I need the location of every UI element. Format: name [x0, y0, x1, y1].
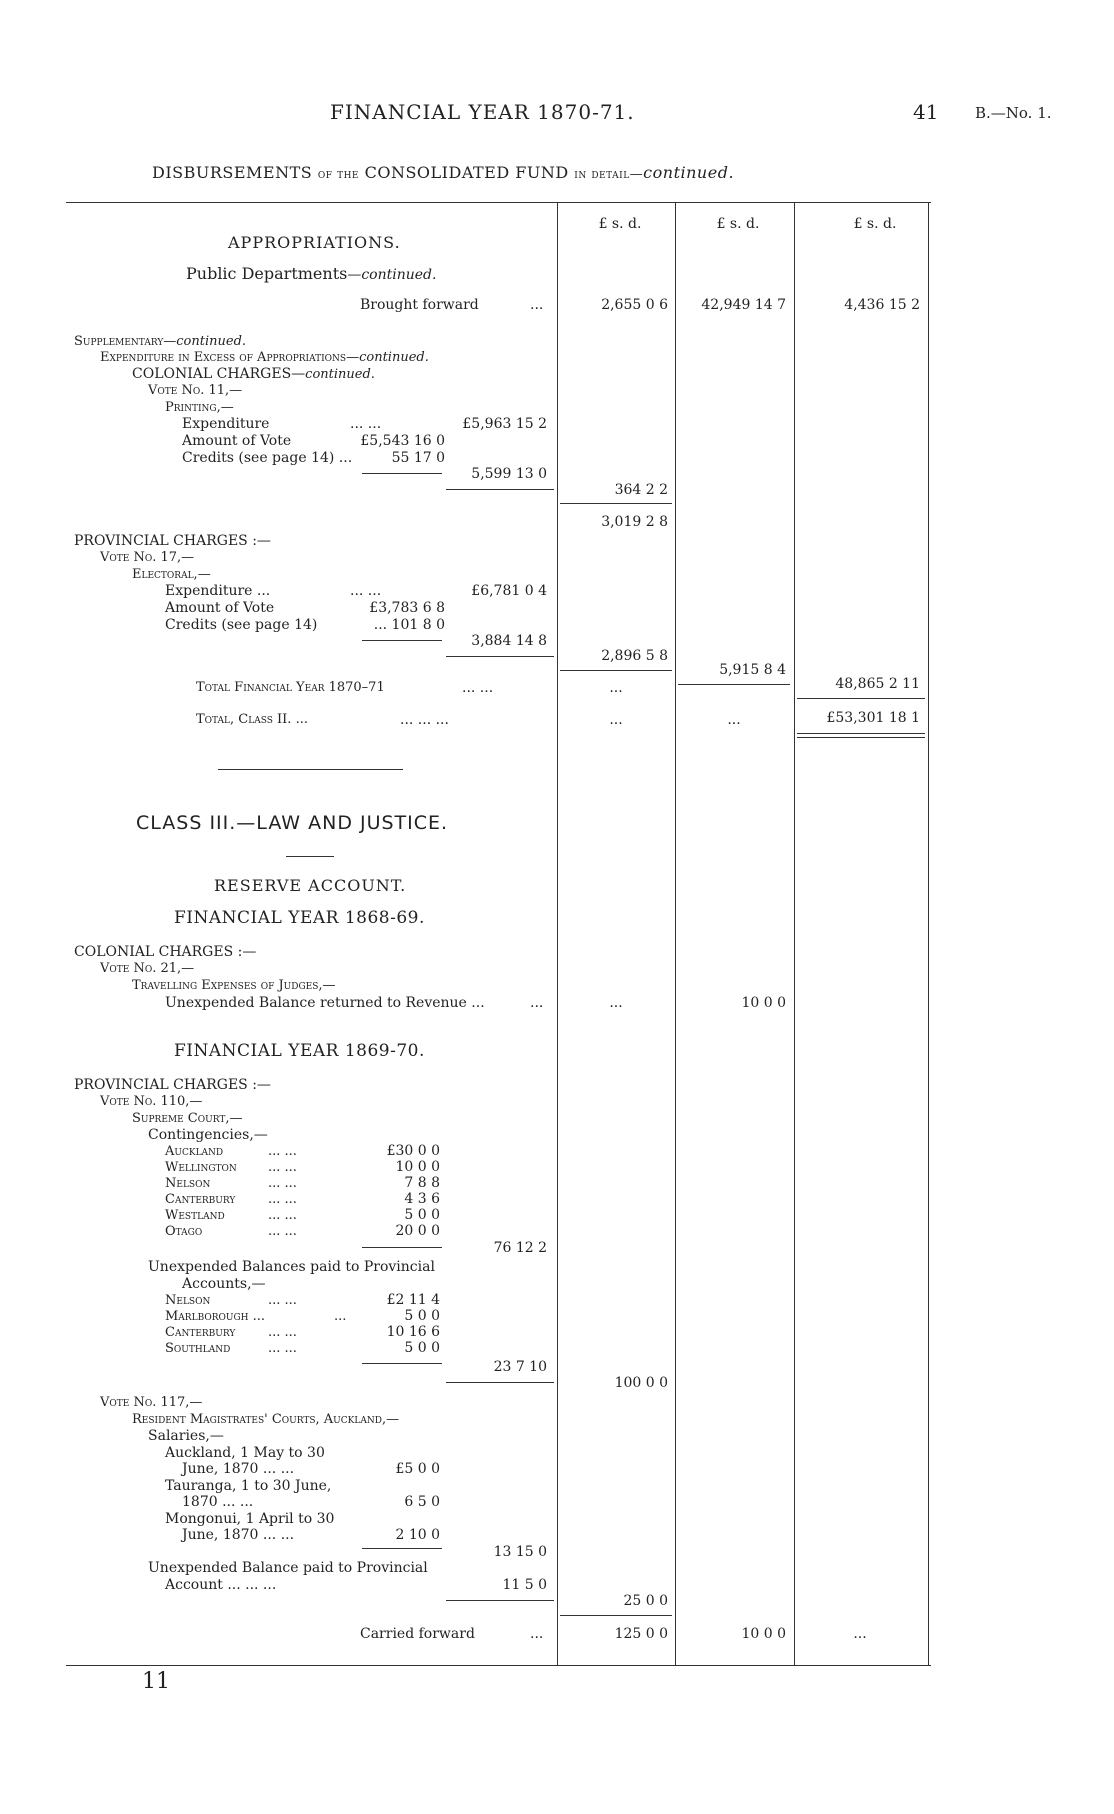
vote-17-label: Vote No. 17,—: [100, 550, 195, 565]
total-class-col1: ...: [609, 712, 623, 728]
unexpended-balances-total: 23 7 10: [493, 1359, 547, 1375]
colonial-charges-text: COLONIAL CHARGES—: [132, 366, 306, 382]
salary-auckland-line-1: Auckland, 1 May to 30: [165, 1445, 325, 1461]
printing-col1-rule: [560, 503, 672, 504]
carried-forward-col3: ...: [853, 1626, 867, 1642]
unexpended-balances-total-rule: [446, 1382, 554, 1383]
brought-forward-col1: 2,655 0 6: [601, 297, 668, 313]
expenditure-excess-continued: continued.: [359, 350, 429, 365]
carried-forward-label: Carried forward: [360, 1626, 475, 1642]
subtitle-main: DISBURSEMENTS: [152, 163, 313, 182]
electoral-expenditure-dots: ... ...: [350, 583, 382, 599]
provincial-charges-1869-label: PROVINCIAL CHARGES :—: [74, 1077, 271, 1093]
brought-forward-label: Brought forward: [360, 297, 479, 313]
financial-year-1869-heading: FINANCIAL YEAR 1869-70.: [174, 1041, 425, 1061]
page-title: FINANCIAL YEAR 1870-71.: [330, 100, 635, 124]
carried-forward-col1: 125 0 0: [614, 1626, 668, 1642]
salaries-label: Salaries,—: [148, 1428, 224, 1444]
electoral-net-value: 3,884 14 8: [471, 633, 547, 649]
brought-forward-dots: ...: [530, 297, 544, 313]
public-departments-continued: —continued.: [347, 267, 437, 283]
electoral-amount-of-vote-label: Amount of Vote: [165, 600, 275, 616]
subtitle-in-detail: in detail—: [574, 167, 644, 182]
total-financial-year-col1: ...: [609, 680, 623, 696]
unexpended-balance-dots: ...: [334, 1309, 347, 1324]
unexpended-account-line-1: Unexpended Balance paid to Provincial: [148, 1560, 428, 1576]
column-header-3: £ s. d.: [853, 216, 897, 232]
printing-credits-label: Credits (see page 14) ...: [182, 450, 353, 466]
electoral-credits-value: ... 101 8 0: [373, 617, 445, 633]
electoral-col1-rule: [560, 670, 672, 671]
supplementary-continued: continued.: [176, 334, 247, 349]
salary-tauranga-value: 6 5 0: [404, 1494, 440, 1510]
contingency-name: Canterbury: [165, 1192, 236, 1207]
total-class-dots: ... ... ...: [400, 712, 449, 728]
subtitle-of-the: of the: [317, 167, 360, 182]
travelling-expenses-label: Travelling Expenses of Judges,—: [132, 978, 336, 993]
contingencies-total: 76 12 2: [493, 1240, 547, 1256]
salary-mongonui-line-1: Mongonui, 1 April to 30: [165, 1511, 335, 1527]
brought-forward-col3: 4,436 15 2: [844, 297, 920, 313]
contingency-value: £30 0 0: [386, 1143, 440, 1159]
printing-expenditure-dots: ... ...: [350, 416, 382, 432]
resident-magistrates-label: Resident Magistrates' Courts, Auckland,—: [132, 1412, 400, 1427]
printing-expenditure-label: Expenditure: [182, 416, 270, 432]
signature-mark: 11: [142, 1669, 170, 1694]
total-class-double-rule-2: [797, 737, 925, 738]
total-financial-year-label: Total Financial Year 1870–71: [196, 680, 385, 695]
contingency-name: Wellington: [165, 1160, 237, 1175]
supreme-court-label: Supreme Court,—: [132, 1111, 243, 1126]
total-financial-year-dots: ... ...: [462, 680, 494, 696]
vote-117-col1: 25 0 0: [623, 1593, 668, 1609]
printing-net-value: 5,599 13 0: [471, 466, 547, 482]
contingency-value: 5 0 0: [404, 1207, 440, 1223]
unexpended-provincial-label: Unexpended Balances paid to Provincial: [148, 1259, 435, 1275]
unexpended-balance-dots: ... ...: [268, 1325, 297, 1340]
brought-forward-col2: 42,949 14 7: [701, 297, 786, 313]
subtitle-continued: continued.: [643, 163, 735, 182]
contingency-dots: ... ...: [268, 1224, 297, 1239]
contingency-name: Otago: [165, 1224, 203, 1239]
provincial-charges-label: PROVINCIAL CHARGES :—: [74, 533, 271, 549]
contingency-dots: ... ...: [268, 1160, 297, 1175]
unexpended-balance-dots: ... ...: [268, 1341, 297, 1356]
printing-label: Printing,—: [165, 400, 234, 415]
column-divider-4: [928, 202, 929, 1665]
table-bottom-rule: [66, 1665, 931, 1666]
accounts-label: Accounts,—: [182, 1276, 266, 1292]
total-class-col2: ...: [727, 712, 741, 728]
expenditure-excess-text: Expenditure in Excess of Appropriations—: [100, 350, 360, 365]
electoral-credits-label: Credits (see page 14): [165, 617, 318, 633]
contingency-name: Auckland: [165, 1144, 224, 1159]
financial-year-1868-heading: FINANCIAL YEAR 1868-69.: [174, 908, 425, 928]
carried-forward-dots: ...: [530, 1626, 544, 1642]
colonial-charges-1868-label: COLONIAL CHARGES :—: [74, 944, 257, 960]
contingency-dots: ... ...: [268, 1144, 297, 1159]
vote-110-label: Vote No. 110,—: [100, 1094, 203, 1109]
public-departments-label: Public Departments: [186, 264, 348, 283]
unexpended-revenue-label: Unexpended Balance returned to Revenue ...: [165, 995, 485, 1011]
contingency-value: 4 3 6: [404, 1191, 440, 1207]
electoral-net-rule: [446, 656, 554, 657]
contingency-dots: ... ...: [268, 1192, 297, 1207]
salary-mongonui-line-2: June, 1870 ... ...: [182, 1527, 295, 1543]
contingency-value: 10 0 0: [395, 1159, 440, 1175]
contingency-dots: ... ...: [268, 1176, 297, 1191]
total-class-label: Total, Class II. ...: [196, 712, 308, 727]
colonial-charges-continued: continued.: [305, 367, 375, 382]
supplementary-label: [74, 334, 246, 349]
unexpended-account-value: 11 5 0: [502, 1577, 547, 1593]
carried-forward-col2: 10 0 0: [741, 1626, 786, 1642]
column-header-2: £ s. d.: [716, 216, 760, 232]
salary-tauranga-line-2: 1870 ... ...: [182, 1494, 254, 1510]
colonial-charges-label: [132, 366, 375, 382]
column-divider-1: [557, 202, 558, 1665]
total-financial-year-col3: 48,865 2 11: [835, 676, 920, 692]
document-reference: B.—No. 1.: [975, 104, 1052, 122]
electoral-expenditure-label: Expenditure ...: [165, 583, 271, 599]
table-top-rule: [66, 202, 931, 203]
page-number: 41: [913, 100, 939, 124]
unexpended-revenue-dots: ...: [530, 995, 544, 1011]
contingency-dots: ... ...: [268, 1208, 297, 1223]
page-subtitle: [152, 163, 734, 182]
electoral-label: Electoral,—: [132, 567, 211, 582]
unexpended-balance-value: 5 0 0: [404, 1340, 440, 1356]
unexpended-balance-name: Canterbury: [165, 1325, 236, 1340]
contingency-value: 7 8 8: [404, 1175, 440, 1191]
printing-col1-value: 364 2 2: [614, 482, 668, 498]
printing-amount-of-vote-label: Amount of Vote: [182, 433, 292, 449]
salaries-total: 13 15 0: [493, 1544, 547, 1560]
public-departments-heading: [186, 264, 436, 283]
total-class-col3: £53,301 18 1: [826, 710, 920, 726]
vote-117-label: Vote No. 117,—: [100, 1395, 203, 1410]
vote-21-label: Vote No. 21,—: [100, 961, 195, 976]
unexpended-balance-name: Nelson: [165, 1293, 211, 1308]
subtotal-col1-value: 3,019 2 8: [601, 514, 668, 530]
total-class-double-rule-1: [797, 733, 925, 734]
vote-11-label: Vote No. 11,—: [148, 383, 243, 398]
printing-net-rule: [446, 489, 554, 490]
salary-mongonui-value: 2 10 0: [395, 1527, 440, 1543]
class-3-short-rule: [286, 856, 334, 857]
electoral-amount-of-vote-value: £3,783 6 8: [369, 600, 445, 616]
unexpended-balance-name: Marlborough ...: [165, 1309, 266, 1324]
contingency-name: Nelson: [165, 1176, 211, 1191]
vote-117-col1-rule: [560, 1615, 672, 1616]
subtitle-fund: CONSOLIDATED FUND: [364, 163, 569, 182]
electoral-col2-value: 5,915 8 4: [719, 662, 786, 678]
contingency-name: Westland: [165, 1208, 225, 1223]
unexpended-balance-value: 10 16 6: [386, 1324, 440, 1340]
printing-amount-of-vote-value: £5,543 16 0: [360, 433, 445, 449]
printing-expenditure-value: £5,963 15 2: [462, 416, 547, 432]
unexpended-balance-dots: ... ...: [268, 1293, 297, 1308]
electoral-col1-value: 2,896 5 8: [601, 648, 668, 664]
unexpended-account-line-2: Account ... ... ...: [165, 1577, 277, 1593]
vote-110-col1: 100 0 0: [614, 1375, 668, 1391]
appropriations-heading: APPROPRIATIONS.: [228, 233, 401, 252]
electoral-col2-rule: [678, 684, 790, 685]
unexpended-balance-value: 5 0 0: [404, 1308, 440, 1324]
printing-credits-value: 55 17 0: [391, 450, 445, 466]
column-divider-2: [675, 202, 676, 1665]
class-3-heading: CLASS III.—LAW AND JUSTICE.: [136, 812, 449, 834]
column-divider-3: [794, 202, 795, 1665]
column-header-1: £ s. d.: [598, 216, 642, 232]
contingencies-label: Contingencies,—: [148, 1127, 268, 1143]
electoral-expenditure-value: £6,781 0 4: [471, 583, 547, 599]
salary-tauranga-line-1: Tauranga, 1 to 30 June,: [165, 1478, 332, 1494]
salary-auckland-line-2: June, 1870 ... ...: [182, 1461, 295, 1477]
contingency-value: 20 0 0: [395, 1223, 440, 1239]
unexpended-revenue-col2: 10 0 0: [741, 995, 786, 1011]
total-financial-year-col3-rule: [797, 698, 925, 699]
unexpended-revenue-col1: ...: [609, 995, 623, 1011]
supplementary-text: Supplementary—: [74, 334, 177, 349]
section-separator-rule: [218, 769, 403, 770]
unexpended-balance-value: £2 11 4: [386, 1292, 440, 1308]
reserve-account-heading: RESERVE ACCOUNT.: [214, 876, 407, 895]
salary-auckland-value: £5 0 0: [395, 1461, 440, 1477]
unexpended-account-rule: [446, 1600, 554, 1601]
unexpended-balance-name: Southland: [165, 1341, 231, 1356]
expenditure-excess-label: [100, 350, 429, 365]
